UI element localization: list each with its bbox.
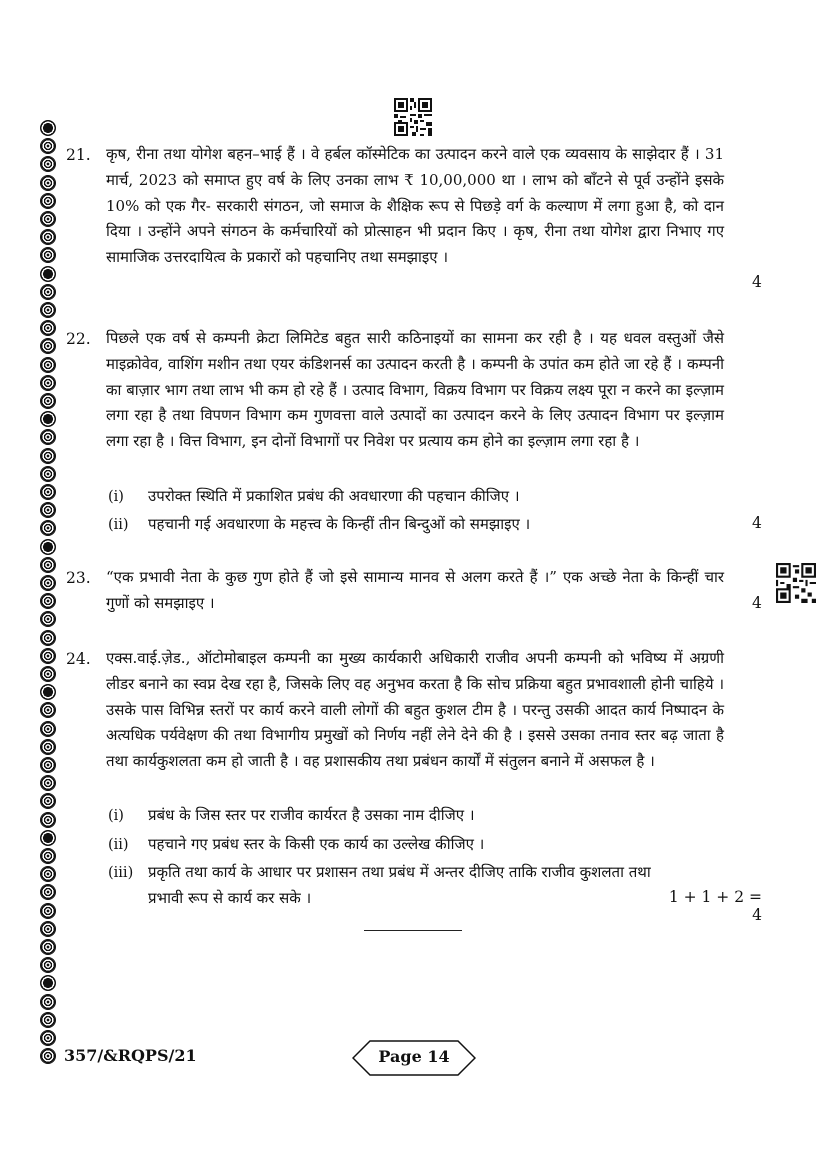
margin-ring-marker xyxy=(40,211,56,227)
margin-ring-marker xyxy=(40,175,56,191)
page-number-label: Page 14 xyxy=(378,1047,450,1066)
margin-ring-marker xyxy=(40,866,56,882)
margin-ring-marker xyxy=(40,484,56,500)
margin-ring-marker xyxy=(40,994,56,1010)
margin-ring-marker xyxy=(40,702,56,718)
margin-ring-marker xyxy=(40,466,56,482)
question-22-subpart-i-text: उपरोक्त स्थिति में प्रकाशित प्रबंध की अवधारणा की पहचान कीजिए । xyxy=(148,487,520,505)
question-24-text: एक्स.वाई.ज़ेड., ऑटोमोबाइल कम्पनी का मुख्य कार्यकारी अधिकारी राजीव अपनी कम्पनी को भविष्य में अग्रणी लीडर बनाने का स्वप्न देख रहा है, जिसके लिए वह अनुभव करता है कि सोच प्रक्रिया बहुत प्रभावशाली होनी चाहिये । उसके पास विभिन्न स्तरों पर कार्य करने वाली लोगों की बहुत कुशल टीम है । परन्तु उसकी आदत कार्य निष्पादन के अत्यधिक पर्यवेक्षण की तथा विभागीय प्रमुखों को निर्णय नहीं लेने देने की है । इससे उसका तनाव स्तर बढ़ जाता है तथा कार्यकुशलता कम हो जाती है । वह प्रशासकीय तथा प्रबंधन कार्यों में संतुलन बनाने में असफल है । xyxy=(106,649,724,771)
margin-ring-marker xyxy=(40,229,56,245)
question-21-text: कृष, रीना तथा योगेश बहन–भाई हैं । वे हर्बल कॉस्मेटिक का उत्पादन करने वाले एक व्यवसाय के साझेदार हैं । 31 मार्च, 2023 को समाप्त हुए वर्ष के लिए उनका लाभ ₹ 10,00,000 था । लाभ को बाँटने से पूर्व उन्होंने इसके 10% को एक गैर- सरकारी संगठन, जो समाज के शैक्षिक रूप से पिछड़े वर्ग के कल्याण में लगा हुआ है, को दान दिया । उन्होंने अपने संगठन के कर्मचारियों को प्रोत्साहन भी प्रदान किए । कृष, रीना तथा योगेश द्वारा निभाए गए सामाजिक उत्तरदायित्व के प्रकारों को पहचानिए तथा समझाइए । xyxy=(106,145,724,267)
margin-ring-marker xyxy=(40,648,56,664)
margin-ring-marker xyxy=(40,539,56,555)
question-22-text: पिछले एक वर्ष से कम्पनी क्रेटा लिमिटेड बहुत सारी कठिनाइयों का सामना कर रही है । यह धवल वस्तुओं जैसे माइक्रोवेव, वाशिंग मशीन तथा एयर कंडिशनर्स का उत्पादन करती है । कम्पनी के उपांत कम होते जा रहे हैं । कम्पनी का बाज़ार भाग तथा लाभ भी कम हो रहे हैं । उत्पाद विभाग, विक्रय विभाग पर विक्रय लक्ष्य पूरा न करने का इल्ज़ाम लगा रहा है तथा विपणन विभाग कम गुणवत्ता वाले उत्पादों का उत्पादन करने के लिए उत्पादन विभाग पर इल्ज़ाम लगा रहा है । वित्त विभाग, इन दोनों विभागों पर निवेश पर प्रत्याय कम होने का इल्ज़ाम लगा रहा है । xyxy=(106,329,724,451)
section-end-divider xyxy=(364,930,462,931)
margin-ring-marker xyxy=(40,1048,56,1064)
qr-code-top xyxy=(394,98,432,136)
margin-ring-marker xyxy=(40,957,56,973)
margin-ring-marker xyxy=(40,193,56,209)
margin-ring-marker xyxy=(40,848,56,864)
margin-ring-marker xyxy=(40,302,56,318)
margin-ring-marker xyxy=(40,575,56,591)
question-23-text: “एक प्रभावी नेता के कुछ गुण होते हैं जो इसे सामान्य मानव से अलग करते हैं ।” एक अच्छे नेता के किन्हीं चार गुणों को समझाइए । xyxy=(106,568,724,612)
margin-ring-marker xyxy=(40,357,56,373)
margin-ring-marker xyxy=(40,684,56,700)
question-22-subpart-ii-text: पहचानी गई अवधारणा के महत्त्व के किन्हीं तीन बिन्दुओं को समझाइए । xyxy=(148,515,531,533)
question-24-subpart-ii-label: (ii) xyxy=(108,837,129,853)
question-24-subpart-i-label: (i) xyxy=(108,808,124,824)
question-24-marks: 1 + 1 + 2 = 4 xyxy=(668,888,762,924)
question-22-number: 22. xyxy=(66,330,91,348)
question-23-marks: 4 xyxy=(752,594,762,612)
margin-ring-marker xyxy=(40,284,56,300)
margin-ring-marker xyxy=(40,1012,56,1028)
qr-code-side xyxy=(776,563,816,603)
margin-ring-marker xyxy=(40,975,56,991)
margin-ring-marker xyxy=(40,921,56,937)
question-23-number: 23. xyxy=(66,569,91,587)
question-22-subpart-ii-label: (ii) xyxy=(108,517,129,533)
question-21-marks: 4 xyxy=(752,273,762,291)
margin-ring-marker xyxy=(40,156,56,172)
margin-ring-marker xyxy=(40,739,56,755)
margin-ring-marker xyxy=(40,630,56,646)
question-24-subpart-i-text: प्रबंध के जिस स्तर पर राजीव कार्यरत है उसका नाम दीजिए । xyxy=(148,806,475,824)
margin-ring-marker xyxy=(40,884,56,900)
margin-ring-marker xyxy=(40,793,56,809)
question-22-subpart-i-label: (i) xyxy=(108,489,124,505)
margin-ring-marker xyxy=(40,448,56,464)
margin-ring-marker xyxy=(40,320,56,336)
margin-ring-marker xyxy=(40,939,56,955)
margin-ring-marker xyxy=(40,411,56,427)
margin-ring-marker xyxy=(40,502,56,518)
margin-ring-marker xyxy=(40,830,56,846)
question-24-subpart-iii-text: प्रकृति तथा कार्य के आधार पर प्रशासन तथा प्रबंध में अन्तर दीजिए ताकि राजीव कुशलता तथा प्रभावी रूप से कार्य कर सके । xyxy=(148,863,651,907)
page-number-badge xyxy=(352,1040,476,1076)
margin-ring-marker xyxy=(40,666,56,682)
margin-ring-marker xyxy=(40,393,56,409)
question-24-number: 24. xyxy=(66,650,91,668)
margin-ring-marker xyxy=(40,247,56,263)
margin-ring-marker xyxy=(40,721,56,737)
question-24-subpart-ii-text: पहचाने गए प्रबंध स्तर के किसी एक कार्य का उल्लेख कीजिए । xyxy=(148,835,485,853)
margin-ring-marker xyxy=(40,1030,56,1046)
margin-ring-marker xyxy=(40,375,56,391)
margin-ring-marker xyxy=(40,429,56,445)
margin-ring-marker xyxy=(40,611,56,627)
margin-ring-marker xyxy=(40,812,56,828)
paper-code: 357/&RQPS/21 xyxy=(64,1046,197,1065)
margin-ring-strip xyxy=(38,120,62,1065)
margin-ring-marker xyxy=(40,266,56,282)
question-21-number: 21. xyxy=(66,146,91,164)
question-22-marks: 4 xyxy=(752,514,762,532)
margin-ring-marker xyxy=(40,757,56,773)
margin-ring-marker xyxy=(40,775,56,791)
margin-ring-marker xyxy=(40,120,56,136)
margin-ring-marker xyxy=(40,593,56,609)
margin-ring-marker xyxy=(40,903,56,919)
question-24-subpart-iii-label: (iii) xyxy=(108,865,134,881)
margin-ring-marker xyxy=(40,557,56,573)
margin-ring-marker xyxy=(40,338,56,354)
margin-ring-marker xyxy=(40,138,56,154)
margin-ring-marker xyxy=(40,520,56,536)
